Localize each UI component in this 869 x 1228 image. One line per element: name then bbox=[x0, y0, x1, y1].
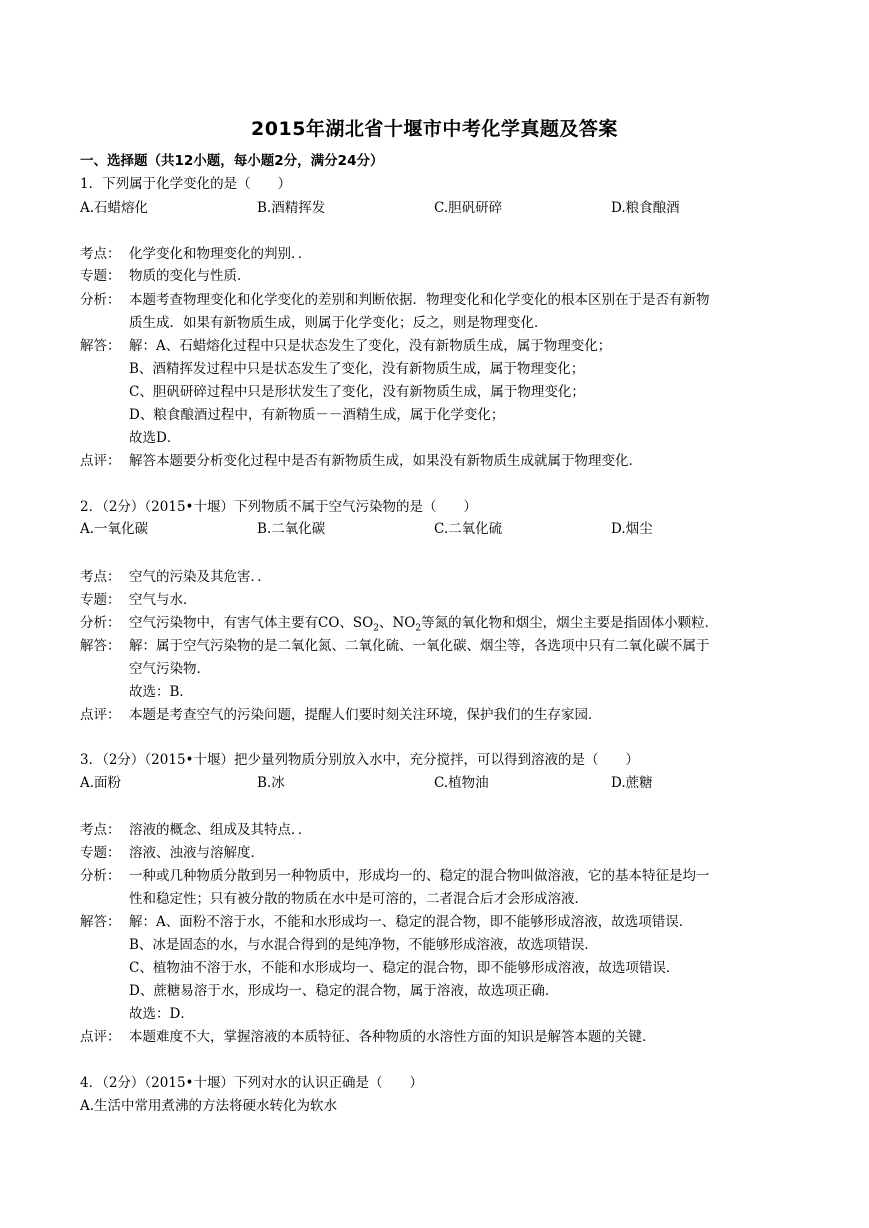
q1-jieda-line: D、粮食酿酒过程中，有新物质－－酒精生成，属于化学变化； bbox=[129, 407, 505, 423]
q3-dianping: 本题难度不大，掌握溶液的本质特征、各种物质的水溶性方面的知识是解答本题的关键． bbox=[129, 1029, 656, 1045]
q1-jieda-line: 解：A、石蜡熔化过程中只是状态发生了变化，没有新物质生成，属于物理变化； bbox=[129, 338, 612, 354]
q2-kaodian: 空气的污染及其危害．． bbox=[129, 569, 271, 585]
q1-jieda-line: B、酒精挥发过程中只是状态发生了变化，没有新物质生成，属于物理变化； bbox=[129, 361, 585, 377]
q3-option-c: C.植物油 bbox=[434, 775, 489, 791]
q1-jieda-line: C、胆矾研碎过程中只是形状发生了变化，没有新物质生成，属于物理变化； bbox=[129, 384, 585, 400]
q3-option-a: A.面粉 bbox=[80, 775, 122, 791]
q2-fenxi-subscript: 2 bbox=[415, 623, 422, 634]
q3-dianping-label: 点评： bbox=[80, 1029, 121, 1045]
q2-dianping-label: 点评： bbox=[80, 707, 121, 723]
q3-option-b: B.冰 bbox=[257, 775, 285, 791]
q2-jieda-label: 解答： bbox=[80, 638, 121, 654]
q1-dianping-label: 点评： bbox=[80, 453, 121, 469]
q2-option-c: C.二氧化硫 bbox=[434, 521, 503, 537]
q1-kaodian-label: 考点： bbox=[80, 246, 121, 262]
q3-fenxi-line: 一种或几种物质分散到另一种物质中，形成均一的、稳定的混合物叫做溶液，它的基本特征是均一 bbox=[129, 868, 710, 884]
q1-option-c: C.胆矾研碎 bbox=[434, 200, 503, 216]
q2-zhuanti-label: 专题： bbox=[80, 592, 121, 608]
q2-fenxi-text-a: 空气污染物中，有害气体主要有CO、SO bbox=[129, 615, 374, 631]
q1-zhuanti-label: 专题： bbox=[80, 268, 121, 284]
q3-zhuanti-label: 专题： bbox=[80, 845, 121, 861]
q3-zhuanti: 溶液、浊液与溶解度． bbox=[129, 845, 264, 861]
section-heading: 一、选择题（共12小题，每小题2分，满分24分） bbox=[80, 153, 384, 169]
q1-option-a: A.石蜡熔化 bbox=[80, 200, 149, 216]
q3-option-d: D.蔗糖 bbox=[611, 775, 653, 791]
q2-fenxi-label: 分析： bbox=[80, 615, 121, 631]
q3-kaodian: 溶液的概念、组成及其特点．． bbox=[129, 822, 312, 838]
q3-jieda-label: 解答： bbox=[80, 914, 121, 930]
q3-fenxi-label: 分析： bbox=[80, 868, 121, 884]
q3-jieda-line: B、冰是固态的水，与水混合得到的是纯净物，不能够形成溶液，故选项错误． bbox=[129, 937, 598, 953]
q1-fenxi-line: 质生成．如果有新物质生成，则属于化学变化；反之，则是物理变化． bbox=[129, 315, 548, 331]
q2-kaodian-label: 考点： bbox=[80, 569, 121, 585]
q2-fenxi-text-c: 等氮的氧化物和烟尘，烟尘主要是指固体小颗粒． bbox=[421, 615, 719, 631]
q3-kaodian-label: 考点： bbox=[80, 822, 121, 838]
q1-jieda-line: 故选D． bbox=[129, 430, 181, 446]
q3-jieda-line: 解：A、面粉不溶于水，不能和水形成均一、稳定的混合物，即不能够形成溶液，故选项错误． bbox=[129, 914, 693, 930]
q2-fenxi-subscript: 2 bbox=[373, 623, 379, 634]
q1-kaodian: 化学变化和物理变化的判别．． bbox=[129, 246, 312, 262]
q2-option-a: A.一氧化碳 bbox=[80, 521, 149, 537]
q2-fenxi-text-b: 、NO bbox=[378, 615, 416, 631]
q1-option-d: D.粮食酿酒 bbox=[611, 200, 680, 216]
q1-zhuanti: 物质的变化与性质． bbox=[129, 268, 251, 284]
q2-option-d: D.烟尘 bbox=[611, 521, 653, 537]
q2-jieda-line: 解：属于空气污染物的是二氧化氮、二氧化硫、一氧化碳、烟尘等，各选项中只有二氧化碳不属于 bbox=[129, 638, 710, 654]
q1-fenxi-label: 分析： bbox=[80, 292, 121, 308]
q4-stem: 4．（2分）（2015•十堰）下列对水的认识正确是（ ） bbox=[80, 1075, 423, 1091]
q2-dianping: 本题是考查空气的污染问题，提醒人们要时刻关注环境，保护我们的生存家园． bbox=[129, 707, 602, 723]
q2-jieda-line: 空气污染物． bbox=[129, 661, 210, 677]
q1-fenxi-line: 本题考查物理变化和化学变化的差别和判断依据．物理变化和化学变化的根本区别在于是否有新物 bbox=[129, 292, 710, 308]
q2-option-b: B.二氧化碳 bbox=[257, 521, 326, 537]
q1-stem: 1．下列属于化学变化的是（ ） bbox=[80, 176, 292, 192]
q3-jieda-line: C、植物油不溶于水，不能和水形成均一、稳定的混合物，即不能够形成溶液，故选项错误． bbox=[129, 960, 680, 976]
q3-fenxi-line: 性和稳定性；只有被分散的物质在水中是可溶的，二者混合后才会形成溶液． bbox=[129, 891, 588, 907]
q3-jieda-line: 故选：D． bbox=[129, 1006, 194, 1022]
q4-option-a: A.生活中常用煮沸的方法将硬水转化为软水 bbox=[80, 1098, 338, 1114]
q1-option-b: B.酒精挥发 bbox=[257, 200, 326, 216]
q2-fenxi bbox=[129, 613, 718, 639]
q3-stem: 3．（2分）（2015•十堰）把少量列物质分别放入水中，充分搅拌，可以得到溶液的是（ ） bbox=[80, 752, 639, 768]
q3-jieda-line: D、蔗糖易溶于水，形成均一、稳定的混合物，属于溶液，故选项正确． bbox=[129, 983, 559, 999]
q1-jieda-label: 解答： bbox=[80, 338, 121, 354]
q2-stem: 2．（2分）（2015•十堰）下列物质不属于空气污染物的是（ ） bbox=[80, 499, 477, 515]
q2-jieda-line: 故选：B． bbox=[129, 684, 193, 700]
q2-zhuanti: 空气与水． bbox=[129, 592, 197, 608]
q1-dianping: 解答本题要分析变化过程中是否有新物质生成，如果没有新物质生成就属于物理变化． bbox=[129, 453, 642, 469]
page-title: 2015年湖北省十堰市中考化学真题及答案 bbox=[251, 118, 618, 140]
